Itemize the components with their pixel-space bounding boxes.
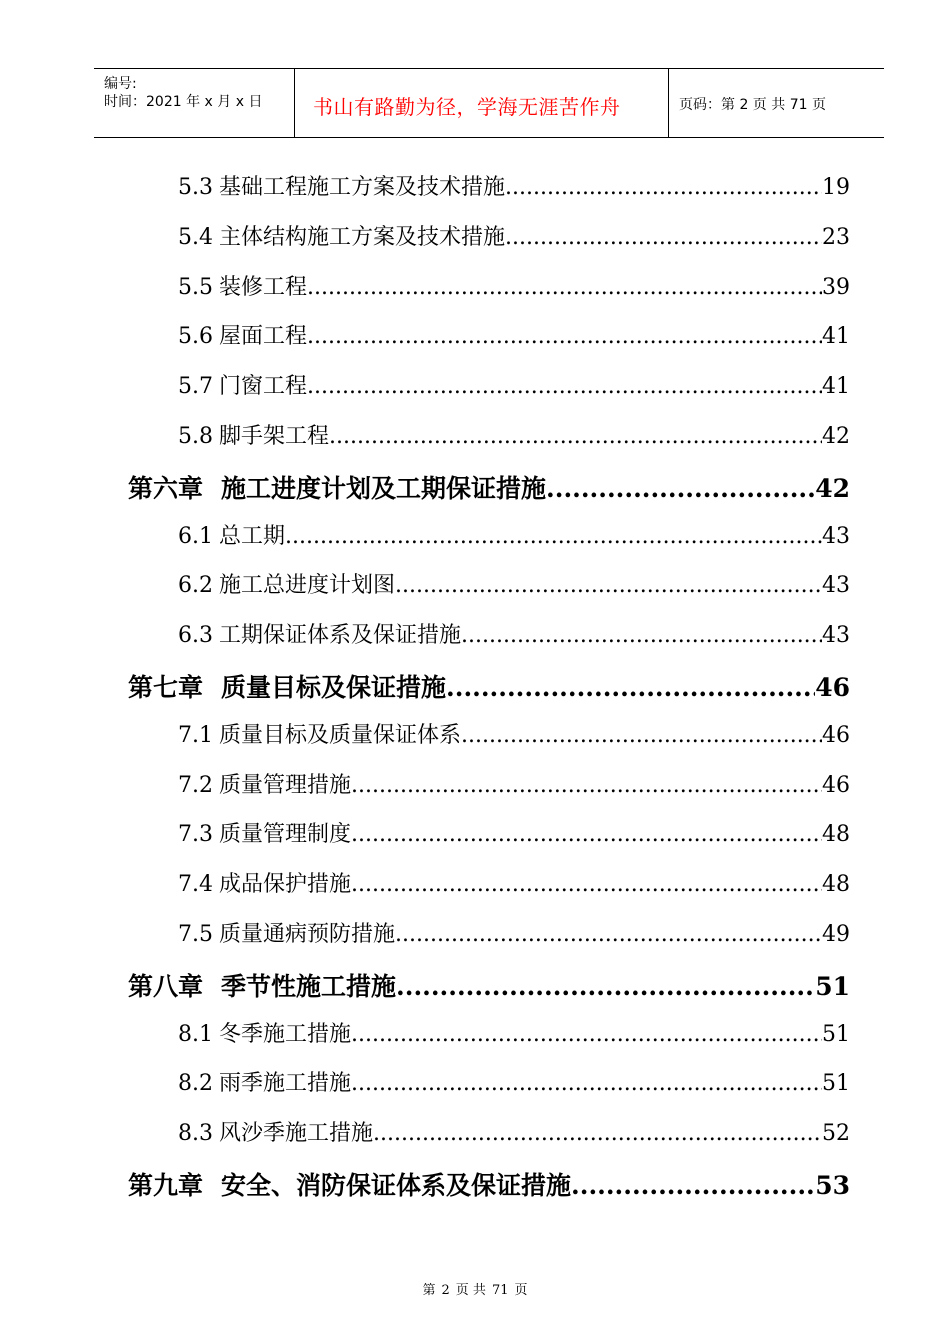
- toc-entry[interactable]: [178, 917, 850, 948]
- toc-entry-number: 5.3: [178, 175, 213, 200]
- toc-entry-text: 成品保护措施: [219, 872, 352, 898]
- footer-suffix: 页: [514, 1283, 528, 1298]
- toc-page-number: 41: [822, 374, 850, 400]
- toc-entry-text: 质量管理措施: [219, 772, 352, 798]
- toc-dot-leader: [461, 723, 822, 748]
- toc-entry-number: 第八章: [128, 971, 204, 1001]
- toc-entry-number: 5.5: [178, 274, 213, 300]
- toc-entry-title: [178, 1066, 351, 1097]
- toc-entry-text: 总工期: [219, 523, 286, 549]
- serial-label: 编号:: [104, 76, 137, 92]
- toc-entry-title: [128, 668, 446, 704]
- toc-entry-title: [178, 170, 505, 201]
- toc-entry[interactable]: [178, 768, 850, 799]
- toc-entry-title: [178, 718, 461, 749]
- toc-entry-title: [128, 967, 396, 1003]
- toc-entry[interactable]: [178, 419, 850, 450]
- header-page-info: 页码：第 2 页 共 71 页: [679, 97, 826, 113]
- footer-mid: 页 共: [455, 1283, 486, 1298]
- footer-total-pages: 71: [491, 1283, 509, 1298]
- toc-entry-title: [178, 519, 285, 550]
- toc-entry-number: 6.1: [178, 523, 213, 549]
- toc-entry-number: 8.3: [178, 1121, 213, 1147]
- footer-prefix: 第: [422, 1283, 436, 1298]
- toc-entry-text: 脚手架工程: [219, 424, 330, 449]
- toc-entry-number: 7.1: [178, 722, 213, 748]
- toc-chapter-entry[interactable]: [128, 469, 850, 505]
- toc-dot-leader: [461, 623, 822, 648]
- toc-entry-number: 8.2: [178, 1071, 213, 1097]
- toc-page-number: 52: [822, 1121, 850, 1147]
- toc-dot-leader: [351, 773, 822, 798]
- toc-entry-number: 6.2: [178, 573, 213, 599]
- toc-entry-number: 5.7: [178, 374, 213, 400]
- toc-entry-text: 施工总进度计划图: [219, 573, 396, 599]
- toc-entry-number: 第六章: [128, 473, 204, 503]
- toc-dot-leader: [285, 524, 822, 549]
- toc-dot-leader: [396, 972, 815, 1001]
- toc-entry[interactable]: [178, 1017, 850, 1048]
- toc-entry-title: [178, 768, 351, 799]
- toc-dot-leader: [329, 424, 822, 449]
- toc-entry[interactable]: [178, 1066, 850, 1097]
- toc-entry-text: 质量目标及保证措施: [221, 673, 447, 702]
- toc-dot-leader: [351, 1022, 822, 1047]
- toc-entry[interactable]: [178, 220, 850, 251]
- toc-entry-title: [178, 270, 307, 301]
- toc-page-number: 49: [822, 922, 850, 947]
- toc-entry[interactable]: [178, 519, 850, 550]
- toc-page-number: 43: [822, 573, 850, 599]
- toc-entry[interactable]: [178, 867, 850, 898]
- toc-entry-text: 质量管理制度: [219, 822, 352, 848]
- toc-entry[interactable]: [178, 817, 850, 848]
- toc-dot-leader: [307, 324, 822, 349]
- toc-entry-number: 5.6: [178, 324, 213, 350]
- toc-entry-title: [178, 817, 351, 848]
- toc-entry-number: 5.8: [178, 424, 213, 449]
- toc-dot-leader: [571, 1171, 815, 1200]
- toc-entry-text: 装修工程: [219, 274, 308, 300]
- toc-dot-leader: [307, 374, 822, 399]
- toc-chapter-entry[interactable]: [128, 1166, 850, 1202]
- toc-dot-leader: [307, 275, 822, 300]
- motto-text: 书山有路勤为径，学海无涯苦作舟: [313, 95, 621, 119]
- toc-entry-number: 7.4: [178, 872, 213, 898]
- toc-page-number: 23: [822, 224, 850, 250]
- toc-entry-text: 门窗工程: [219, 374, 308, 400]
- toc-entry-number: 5.4: [178, 224, 213, 250]
- toc-entry-number: 第九章: [128, 1171, 204, 1200]
- toc-chapter-entry[interactable]: [128, 668, 850, 704]
- toc-entry-title: [178, 1116, 373, 1147]
- toc-entry-number: 6.3: [178, 623, 213, 649]
- toc-entry-number: 7.5: [178, 922, 213, 947]
- toc-page-number: 41: [822, 324, 850, 350]
- toc-page-number: 39: [822, 274, 850, 300]
- toc-dot-leader: [546, 474, 815, 503]
- toc-page-number: 51: [822, 1071, 850, 1097]
- toc-entry-number: 7.2: [178, 772, 213, 798]
- toc-entry[interactable]: [178, 170, 850, 201]
- toc-page-number: 46: [822, 722, 850, 748]
- toc-entry[interactable]: [178, 568, 850, 599]
- toc-entry-title: [178, 917, 395, 948]
- toc-dot-leader: [351, 1071, 822, 1096]
- toc-entry-number: 第七章: [128, 673, 204, 702]
- toc-page-number: 48: [822, 822, 850, 848]
- toc-page-number: 43: [822, 623, 850, 649]
- toc-entry-title: [178, 618, 461, 649]
- toc-page-number: 42: [815, 473, 850, 503]
- toc-entry-text: 雨季施工措施: [219, 1071, 352, 1097]
- toc-entry-title: [178, 220, 505, 251]
- toc-dot-leader: [505, 175, 822, 200]
- toc-page-number: 51: [815, 971, 850, 1001]
- toc-entry-text: 安全、消防保证体系及保证措施: [221, 1171, 572, 1200]
- toc-entry-text: 基础工程施工方案及技术措施: [219, 175, 506, 200]
- toc-page-number: 51: [822, 1021, 850, 1047]
- toc-entry-text: 质量通病预防措施: [219, 922, 396, 947]
- toc-entry-title: [178, 1017, 351, 1048]
- toc-page-number: 43: [822, 523, 850, 549]
- toc-page-number: 42: [822, 424, 850, 449]
- toc-page-number: 48: [822, 872, 850, 898]
- toc-entry[interactable]: [178, 618, 850, 649]
- toc-dot-leader: [395, 573, 822, 598]
- toc-entry-text: 风沙季施工措施: [219, 1121, 374, 1147]
- toc-entry-text: 质量目标及质量保证体系: [219, 722, 462, 748]
- toc-entry-title: [128, 1166, 571, 1202]
- page-footer: [0, 1279, 950, 1298]
- toc-dot-leader: [351, 872, 822, 897]
- toc-entry-number: 8.1: [178, 1021, 213, 1047]
- toc-entry-title: [178, 319, 307, 350]
- toc-entry-text: 冬季施工措施: [219, 1021, 352, 1047]
- toc-dot-leader: [505, 225, 822, 250]
- toc-entry-title: [178, 568, 395, 599]
- footer-current-page: 2: [441, 1283, 450, 1298]
- toc-page-number: 19: [822, 175, 850, 200]
- toc-page-number: 46: [815, 673, 850, 702]
- toc-page-number: 53: [815, 1171, 850, 1200]
- time-label: 时间：2021 年 x 月 x 日: [104, 94, 263, 110]
- toc-entry-title: [128, 469, 546, 505]
- toc-entry[interactable]: [178, 270, 850, 301]
- toc-entry-text: 主体结构施工方案及技术措施: [219, 224, 506, 250]
- toc-dot-leader: [446, 673, 815, 702]
- toc-entry-title: [178, 867, 351, 898]
- toc-entry-text: 屋面工程: [219, 324, 308, 350]
- toc-entry[interactable]: [178, 369, 850, 400]
- toc-entry[interactable]: [178, 1116, 850, 1147]
- toc-entry-text: 季节性施工措施: [221, 971, 397, 1001]
- toc-page-number: 46: [822, 772, 850, 798]
- toc-entry-text: 施工进度计划及工期保证措施: [221, 473, 547, 503]
- toc-entry-number: 7.3: [178, 822, 213, 848]
- toc-entry[interactable]: [178, 718, 850, 749]
- toc-dot-leader: [395, 922, 822, 947]
- toc-entry-title: [178, 419, 329, 450]
- toc-dot-leader: [373, 1121, 822, 1146]
- toc-entry[interactable]: [178, 319, 850, 350]
- toc-chapter-entry[interactable]: [128, 967, 850, 1003]
- toc-dot-leader: [351, 822, 822, 847]
- toc-entry-title: [178, 369, 307, 400]
- toc-entry-text: 工期保证体系及保证措施: [219, 623, 462, 649]
